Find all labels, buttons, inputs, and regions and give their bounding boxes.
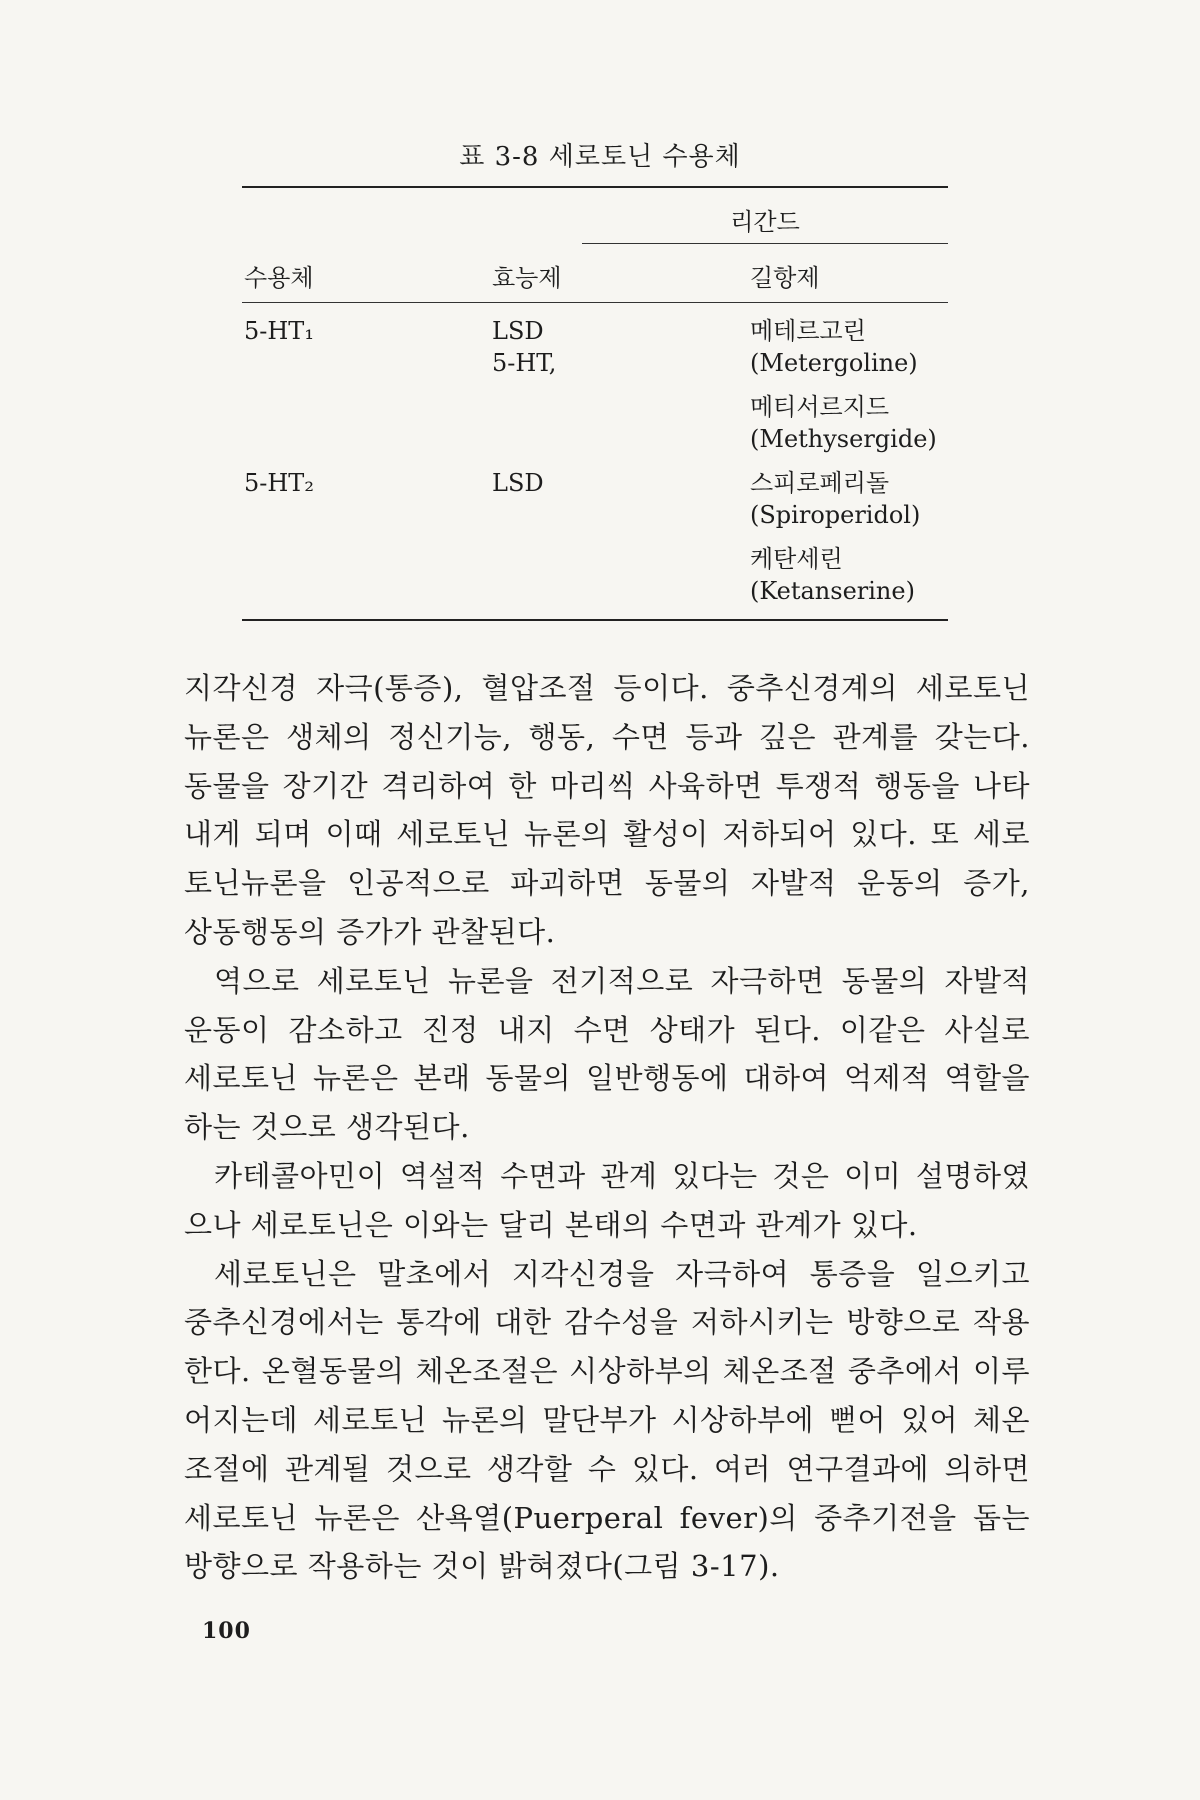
paragraph [184, 1152, 1030, 1250]
text-line: 역으로 세로토닌 뉴론을 전기적으로 자극하면 동물의 자발적 [214, 963, 1030, 998]
text-line: 세로토닌 뉴론은 산욕열(Puerperal fever)의 중추기전을 돕는 [184, 1500, 1030, 1535]
table-cell-antagonist: 스피로페리돌 [750, 469, 890, 497]
text-line: 어지는데 세로토닌 뉴론의 말단부가 시상하부에 뻗어 있어 체온 [184, 1402, 1030, 1437]
table-cell-agonist: LSD [492, 317, 544, 345]
paragraph [184, 957, 1030, 1152]
text-line: 동물을 장기간 격리하여 한 마리씩 사육하면 투쟁적 행동을 나타 [184, 768, 1030, 803]
receptor-table [242, 186, 948, 621]
table-cell-antagonist: (Spiroperidol) [750, 501, 921, 529]
text-line: 으나 세로토닌은 이와는 달리 본태의 수면과 관계가 있다. [184, 1207, 918, 1242]
paragraph [184, 664, 1030, 957]
text-line: 방향으로 작용하는 것이 밝혀졌다(그림 3-17). [184, 1549, 780, 1584]
table-cell-antagonist: (Ketanserine) [750, 577, 915, 605]
text-line: 세로토닌 뉴론은 본래 동물의 일반행동에 대하여 억제적 역할을 [184, 1061, 1030, 1096]
table-cell-antagonist: (Metergoline) [750, 349, 918, 377]
table-cell-antagonist: 메티서르지드 [750, 393, 890, 421]
text-line: 한다. 온혈동물의 체온조절은 시상하부의 체온조절 중추에서 이루 [184, 1354, 1030, 1389]
text-line: 세로토닌은 말초에서 지각신경을 자극하여 통증을 일으키고 [214, 1256, 1030, 1291]
ligand-header: 리간드 [730, 208, 800, 236]
table-cell-agonist: 5-HT, [492, 349, 557, 377]
text-line: 카테콜아민이 역설적 수면과 관계 있다는 것은 이미 설명하였 [214, 1158, 1030, 1193]
table-cell-antagonist: 메테르고린 [750, 317, 866, 345]
table-bottom-rule [242, 619, 948, 621]
text-line: 뉴론은 생체의 정신기능, 행동, 수면 등과 깊은 관계를 갖는다. [184, 719, 1030, 754]
table-cell-agonist: LSD [492, 469, 544, 497]
table-cell-antagonist: 케탄세린 [750, 545, 843, 573]
table-body [242, 303, 948, 619]
column-header-agonist: 효능제 [492, 264, 562, 292]
body-text [184, 664, 1030, 1591]
text-line: 조절에 관계될 것으로 생각할 수 있다. 여러 연구결과에 의하면 [184, 1451, 1030, 1486]
table-cell-antagonist: (Methysergide) [750, 425, 937, 453]
text-line: 하는 것으로 생각된다. [184, 1110, 470, 1145]
text-line: 상동행동의 증가가 관찰된다. [184, 914, 556, 949]
table-cell-receptor: 5-HT₂ [244, 469, 314, 497]
ligand-header-row [242, 188, 948, 244]
text-line: 중추신경에서는 통각에 대한 감수성을 저하시키는 방향으로 작용 [184, 1305, 1030, 1340]
text-line: 내게 되며 이때 세로토닌 뉴론의 활성이 저하되어 있다. 또 세로 [184, 817, 1030, 852]
column-header-receptor: 수용체 [244, 264, 314, 292]
page-number: 100 [202, 1618, 251, 1644]
table-caption: 표 3-8 세로토닌 수용체 [459, 142, 741, 172]
table-cell-receptor: 5-HT₁ [244, 317, 314, 345]
text-line: 운동이 감소하고 진정 내지 수면 상태가 된다. 이같은 사실로 [184, 1012, 1030, 1047]
text-line: 지각신경 자극(통증), 혈압조절 등이다. 중추신경계의 세로토닌 [184, 671, 1030, 705]
column-header-row [242, 244, 948, 302]
column-header-antagonist: 길항제 [750, 264, 820, 292]
text-line: 토닌뉴론을 인공적으로 파괴하면 동물의 자발적 운동의 증가, [184, 866, 1030, 901]
paragraph [184, 1250, 1030, 1592]
